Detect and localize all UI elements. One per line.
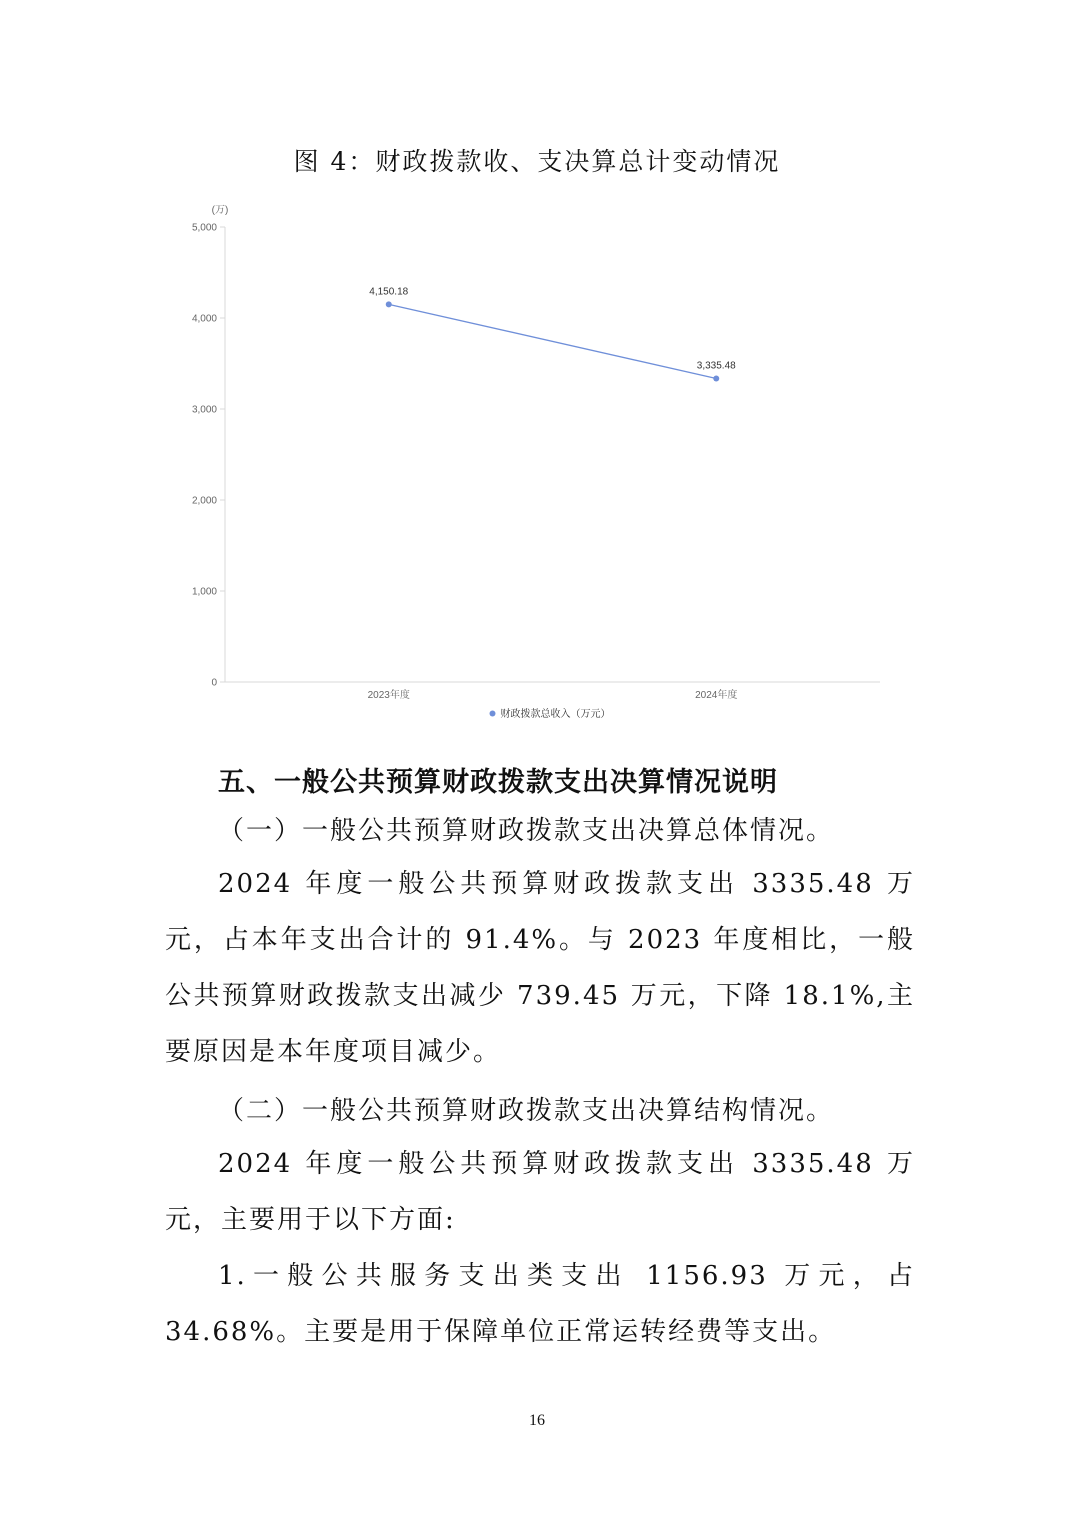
paragraph-1: 2024 年度一般公共预算财政拨款支出 3335.48 万元，占本年支出合计的 91.4%。与 2023 年度相比，一般公共预算财政拨款支出减少 739.45 万元，下降 18.1%,主要原因是本年度项目减少。 xyxy=(165,869,915,1067)
series-layer xyxy=(369,286,736,381)
data-point xyxy=(386,301,392,307)
data-label: 3,335.48 xyxy=(696,360,736,372)
subsection-heading-1: （一）一般公共预算财政拨款支出决算总体情况。 xyxy=(218,816,835,846)
legend-marker xyxy=(490,711,496,717)
series-line xyxy=(389,304,717,378)
y-tick-label: 3,000 xyxy=(191,404,217,416)
y-tick-label: 5,000 xyxy=(191,222,217,234)
x-axis xyxy=(225,682,880,701)
data-point xyxy=(713,375,719,381)
figure-title: 图 4：财政拨款收、支决算总计变动情况 xyxy=(293,147,781,176)
x-tick-label: 2023年度 xyxy=(367,690,410,701)
paragraph-2: 2024 年度一般公共预算财政拨款支出 3335.48 万元，主要用于以下方面: xyxy=(165,1149,915,1235)
line-chart xyxy=(160,196,900,736)
section-heading: 五、一般公共预算财政拨款支出决算情况说明 xyxy=(218,767,778,798)
page-number: 16 xyxy=(529,1412,545,1429)
y-tick-label: 0 xyxy=(211,677,217,689)
paragraph-3: 1.一般公共服务支出类支出 1156.93 万元，占 34.68%。主要是用于保障单位正常运转经费等支出。 xyxy=(165,1261,915,1347)
legend xyxy=(490,707,611,720)
y-unit-label: (万) xyxy=(211,205,229,216)
data-label: 4,150.18 xyxy=(369,286,409,298)
y-tick-label: 4,000 xyxy=(191,313,217,325)
legend-label: 财政拨款总收入（万元） xyxy=(500,709,611,720)
y-tick-label: 2,000 xyxy=(191,495,217,507)
y-axis xyxy=(192,204,228,689)
y-tick-label: 1,000 xyxy=(191,586,217,598)
subsection-heading-2: （二）一般公共预算财政拨款支出决算结构情况。 xyxy=(218,1096,835,1126)
x-tick-label: 2024年度 xyxy=(695,690,738,701)
